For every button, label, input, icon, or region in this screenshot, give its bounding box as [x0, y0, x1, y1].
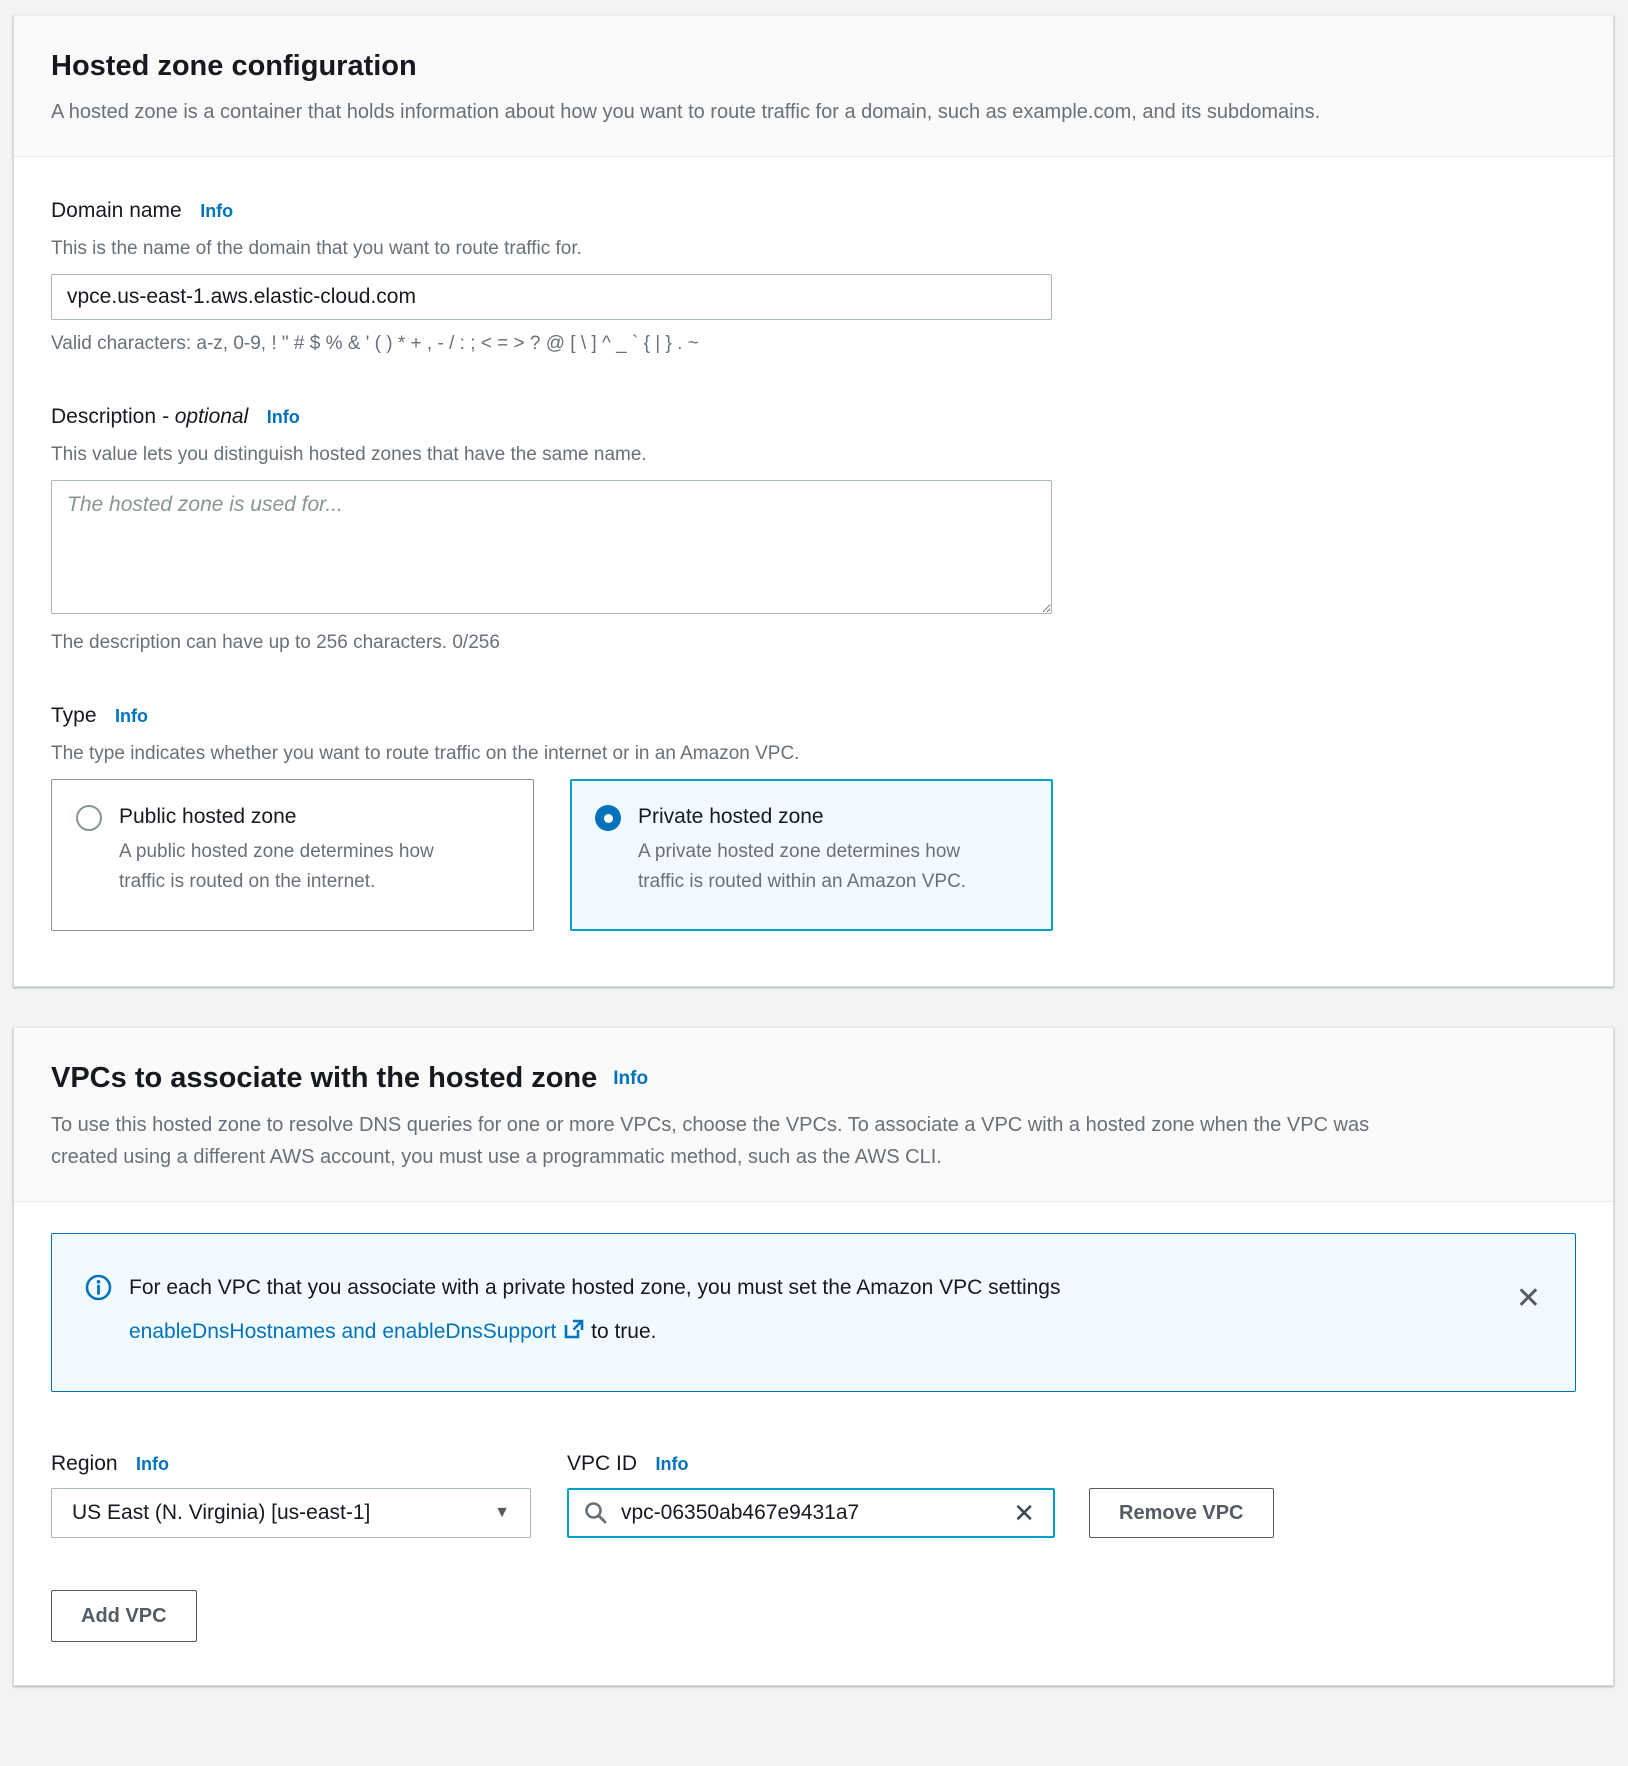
- domain-name-description: This is the name of the domain that you want to route traffic for.: [51, 238, 582, 259]
- description-field: [51, 403, 1576, 656]
- description-optional-suffix: - optional: [161, 405, 249, 428]
- close-icon[interactable]: ✕: [1512, 1278, 1545, 1320]
- description-description: This value lets you distinguish hosted zones that have the same name.: [51, 444, 647, 465]
- vpc-card-title: VPCs to associate with the hosted zone Info: [51, 1062, 649, 1094]
- chevron-down-icon: ▼: [494, 1504, 510, 1521]
- private-hosted-zone-title: Private hosted zone: [638, 805, 824, 828]
- type-description: The type indicates whether you want to route traffic on the internet or in an Amazon VPC.: [51, 743, 800, 764]
- radio-unchecked-icon[interactable]: [76, 805, 102, 831]
- vpc-id-field: [567, 1450, 1055, 1538]
- region-info-link[interactable]: Info: [136, 1454, 170, 1474]
- vpc-id-input[interactable]: [621, 1501, 1007, 1525]
- hosted-zone-card-body: [14, 157, 1613, 986]
- remove-vpc-button[interactable]: Remove VPC: [1089, 1488, 1274, 1538]
- domain-name-info-link[interactable]: Info: [200, 201, 234, 221]
- hosted-zone-card-title: Hosted zone configuration: [51, 50, 417, 82]
- vpc-card-description: To use this hosted zone to resolve DNS queries for one or more VPCs, choose the VPCs. To associate a VPC with a hosted zone when the VPC was created using a different AWS account, you must use a programmatic method, such as the AWS CLI.: [51, 1114, 1370, 1168]
- vpc-id-search-box: [567, 1488, 1055, 1538]
- region-selected-value: US East (N. Virginia) [us-east-1]: [72, 1501, 371, 1524]
- type-label: Type: [51, 704, 97, 727]
- type-label-row: [51, 702, 1576, 730]
- vpc-id-label: VPC ID: [567, 1452, 638, 1475]
- enable-dns-settings-link[interactable]: enableDnsHostnames and enableDnsSupport: [129, 1320, 585, 1343]
- search-icon: [583, 1500, 609, 1526]
- type-options: [51, 779, 1576, 931]
- region-field: [51, 1450, 531, 1538]
- type-field: [51, 702, 1576, 931]
- domain-name-field: [51, 197, 1576, 357]
- vpc-settings-info-alert: [51, 1233, 1576, 1392]
- public-hosted-zone-description: A public hosted zone determines how traffic is routed on the internet.: [119, 841, 434, 892]
- description-constraint: The description can have up to 256 characters. 0/256: [51, 632, 500, 653]
- hosted-zone-card-description: A hosted zone is a container that holds information about how you want to route traffic for a domain, such as example.com, and its subdomains.: [51, 101, 1321, 123]
- region-label: Region: [51, 1452, 118, 1475]
- radio-checked-icon[interactable]: [595, 805, 621, 831]
- description-info-link[interactable]: Info: [266, 407, 300, 427]
- description-label-row: [51, 403, 1576, 431]
- domain-name-input[interactable]: [51, 274, 1052, 320]
- clear-icon[interactable]: ✕: [1007, 1498, 1041, 1528]
- external-link-icon: [562, 1323, 585, 1346]
- public-hosted-zone-title: Public hosted zone: [119, 805, 297, 828]
- domain-name-label: Domain name: [51, 199, 182, 222]
- hosted-zone-card-header: [14, 16, 1613, 157]
- region-select[interactable]: [51, 1488, 531, 1538]
- description-textarea[interactable]: [51, 480, 1052, 614]
- private-hosted-zone-option[interactable]: [570, 779, 1053, 931]
- vpc-association-row: [51, 1450, 1576, 1538]
- private-hosted-zone-description: A private hosted zone determines how traffic is routed within an Amazon VPC.: [638, 841, 967, 892]
- info-circle-icon: [85, 1274, 112, 1306]
- hosted-zone-configuration-card: [13, 15, 1614, 987]
- vpcs-to-associate-card: [13, 1027, 1614, 1686]
- type-info-link[interactable]: Info: [114, 706, 148, 726]
- domain-name-constraint: Valid characters: a-z, 0-9, ! " # $ % & ' ( ) * + , - / : ; < = > ? @ [ \ ] ^ _ ` { | } . ~: [51, 333, 699, 354]
- vpc-card-body: [14, 1202, 1613, 1685]
- alert-message: For each VPC that you associate with a private hosted zone, you must set the Amazon VPC settings enableDnsHostnames and enableDnsSupport to true.: [129, 1266, 1259, 1357]
- domain-name-label-row: [51, 197, 1576, 225]
- public-hosted-zone-option[interactable]: [51, 779, 534, 931]
- description-label: Description - optional: [51, 405, 249, 428]
- vpc-card-header: [14, 1028, 1613, 1202]
- add-vpc-button[interactable]: Add VPC: [51, 1590, 197, 1642]
- vpc-card-info-link[interactable]: Info: [613, 1068, 649, 1089]
- vpc-id-info-link[interactable]: Info: [655, 1454, 689, 1474]
